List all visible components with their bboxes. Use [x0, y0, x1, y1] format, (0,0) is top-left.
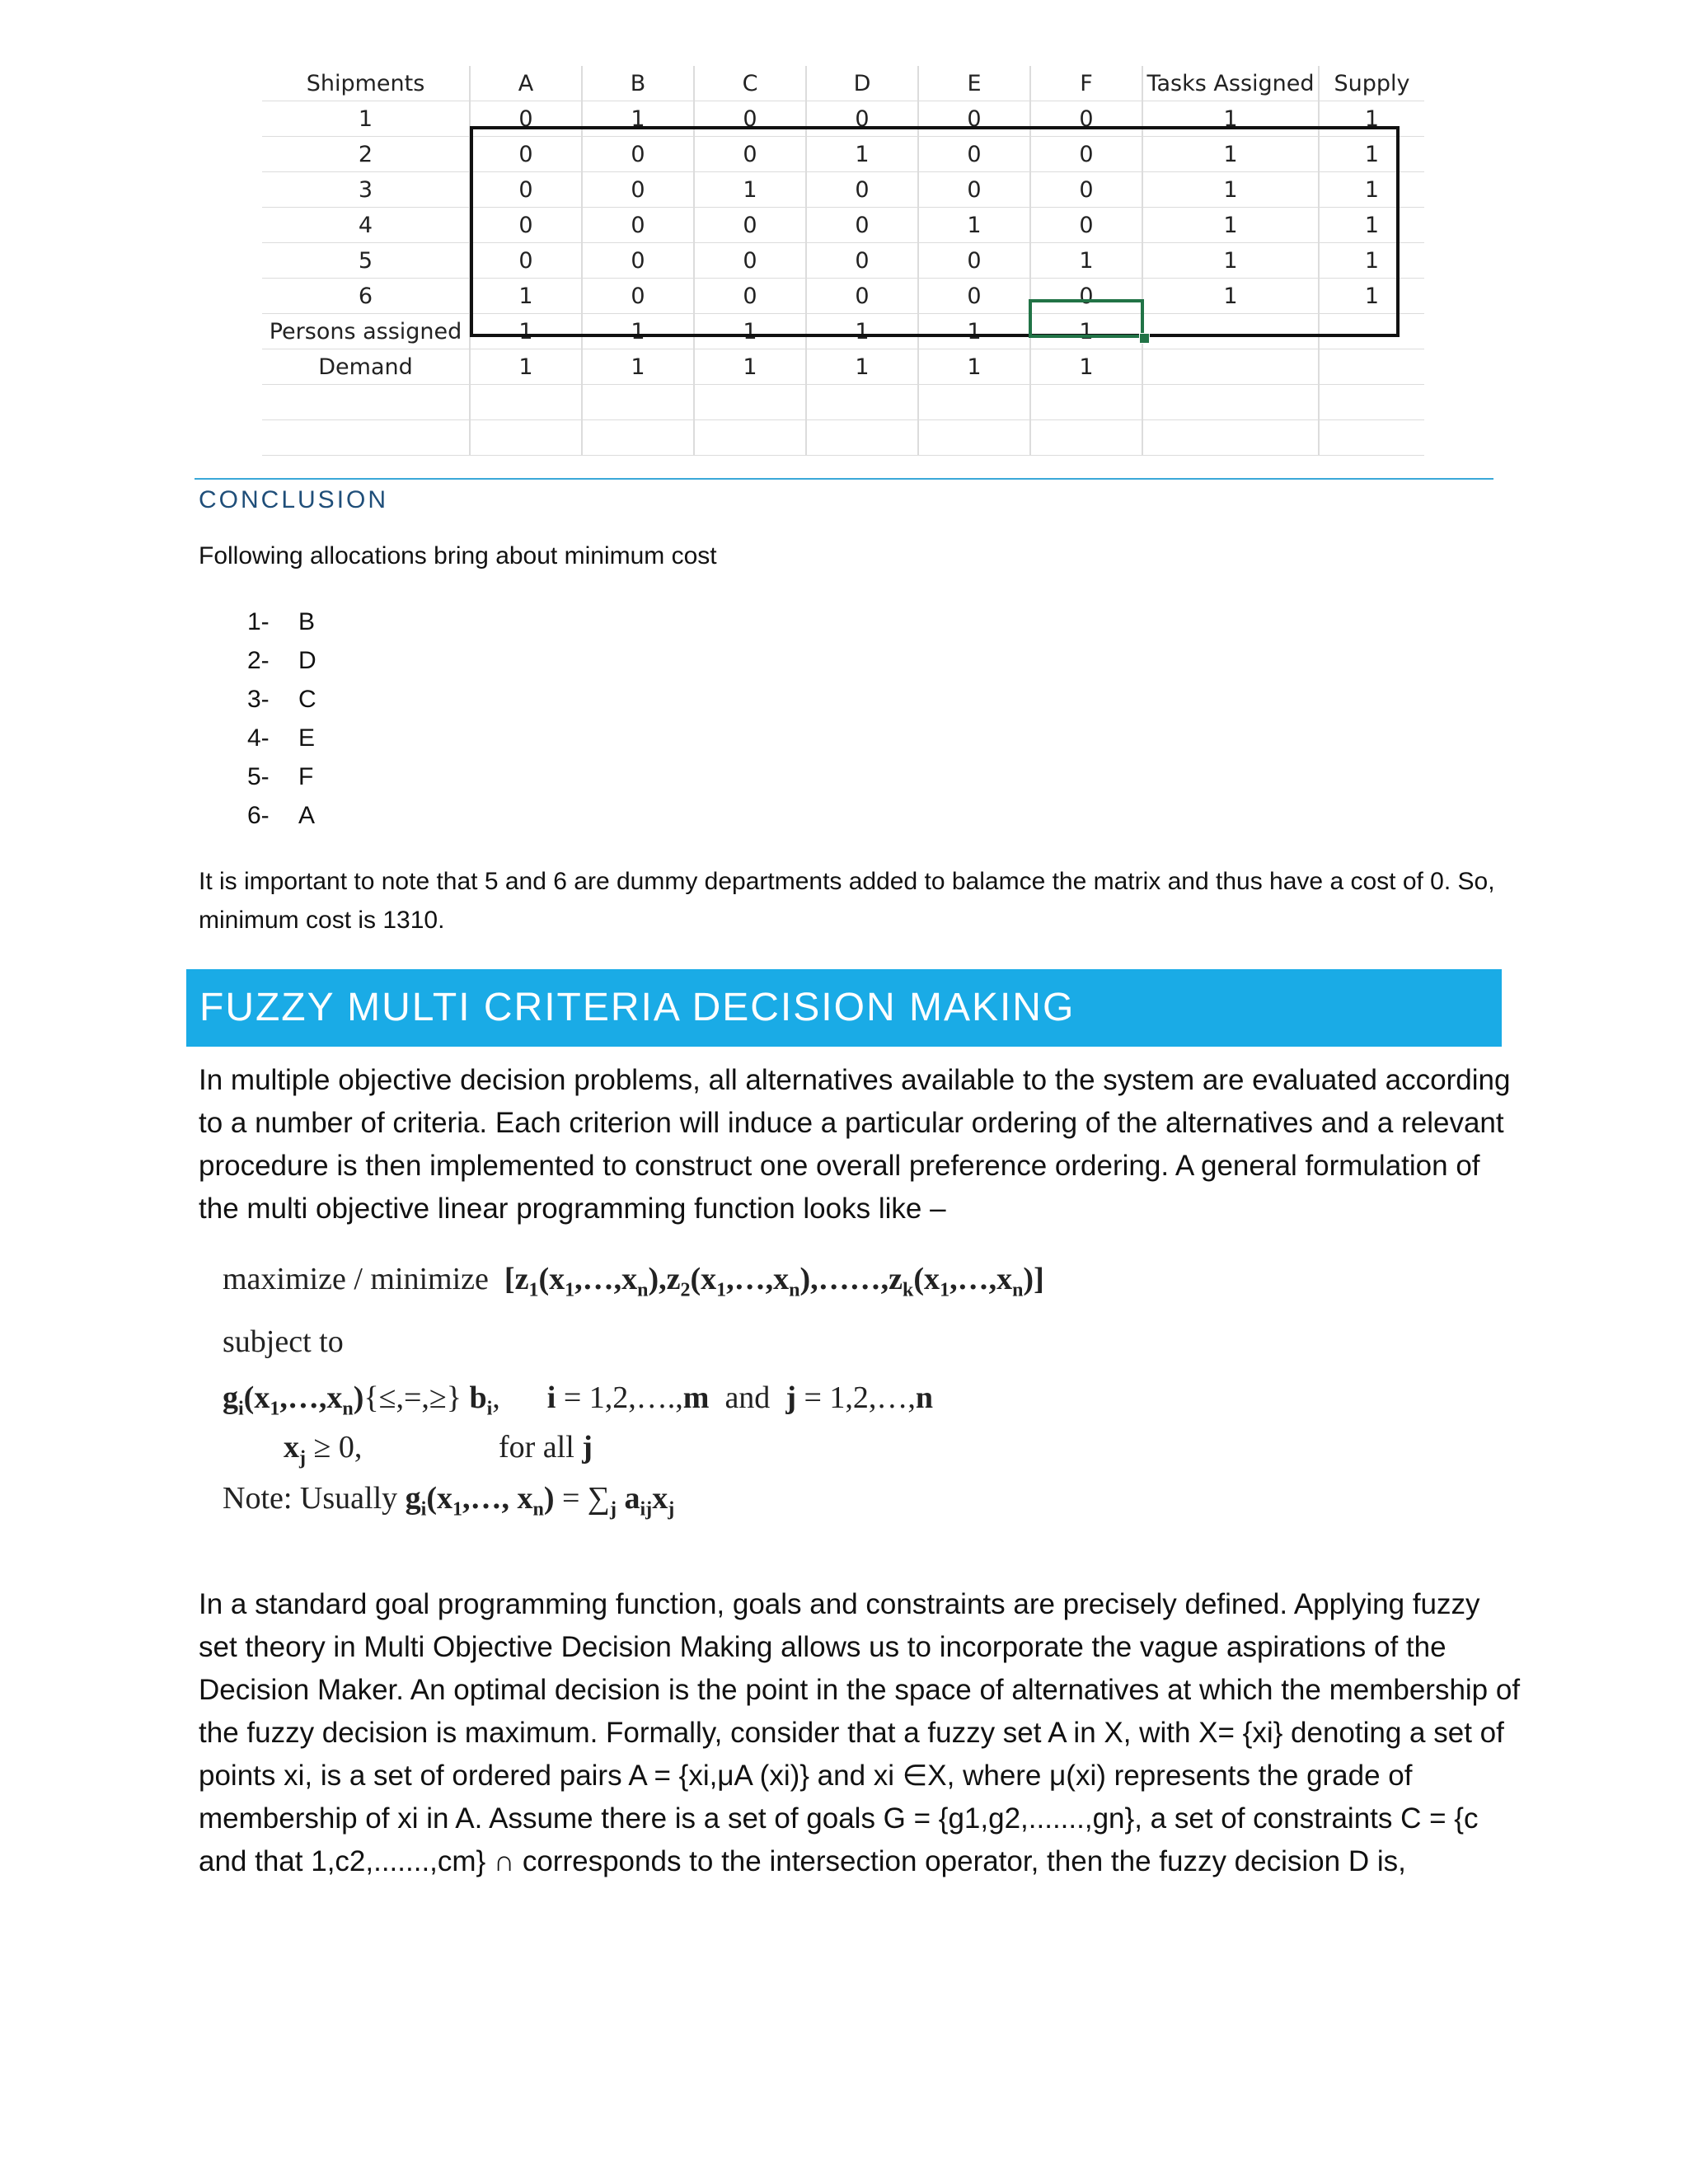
- formula-objective: maximize / minimize $[z_1(x_1,\dots,x_n),z_2(x_1,\dots,x_n),\dots\dots,z_k(x_1,\dots,x_n)]$: [223, 1262, 1044, 1301]
- sheet-cell[interactable]: Demand: [262, 349, 470, 385]
- sheet-cell[interactable]: 0: [806, 101, 918, 137]
- sheet-cell[interactable]: 0: [694, 243, 806, 279]
- sheet-cell[interactable]: 0: [582, 137, 694, 172]
- sheet-cell[interactable]: 1: [582, 314, 694, 349]
- sheet-cell[interactable]: 0: [918, 137, 1030, 172]
- sheet-cell[interactable]: 0: [470, 208, 582, 243]
- sheet-cell[interactable]: 1: [1142, 279, 1319, 314]
- allocation-number: 6-: [247, 802, 270, 829]
- section-divider: [195, 478, 1493, 480]
- sheet-cell[interactable]: 1: [694, 172, 806, 208]
- sheet-row: [262, 208, 1424, 243]
- sheet-cell[interactable]: 1: [582, 101, 694, 137]
- fill-handle[interactable]: [1139, 333, 1150, 344]
- sheet-cell[interactable]: 0: [694, 208, 806, 243]
- fuzzy-intro-paragraph: In multiple objective decision problems, all alternatives available to the system are evaluated according to a number of criteria. Each criterion will induce a particular ordering of the alternatives and a relevant procedure is then implemented to construct one overall preference ordering. A general formulation of the multi objective linear programming function looks like –: [199, 1064, 1511, 1225]
- fuzzy-theory-paragraph: In a standard goal programming function, goals and constraints are precisely defined. Applying fuzzy set theory in Multi Objective Decision Making allows us to incorporate the vague aspirations of the Decision Maker. An optimal decision is the point in the space of alternatives at which the membership of the fuzzy decision is maximum. Formally, consider that a fuzzy set A in X, with X= {xi} denoting a set of points xi, is a set of ordered pairs A = {xi,μA (xi)} and xi ∈X, where μ(xi) represents the grade of membership of xi in A. Assume there is a set of goals G = {g1,g2,.......,gn}, a set of constraints C = {c and that 1,c2,.......,cm} ∩ corresponds to the intersection operator, then the fuzzy decision D is,: [199, 1588, 1521, 1877]
- sheet-cell[interactable]: 0: [1030, 172, 1142, 208]
- formula-constraint: $g_i(x_1,\dots,x_n)\{\le,=,\ge\}$ $b_i$, i = 1,2,….,m and j = 1,2,…,n: [223, 1380, 934, 1420]
- sheet-empty-cell[interactable]: [262, 420, 470, 456]
- sheet-cell[interactable]: 1: [1319, 243, 1424, 279]
- sheet-header-cell[interactable]: B: [582, 66, 694, 101]
- sheet-header-row: [262, 66, 1424, 101]
- allocation-department: A: [298, 802, 316, 829]
- allocation-number: 4-: [247, 724, 270, 752]
- sheet-cell[interactable]: [1142, 314, 1319, 349]
- sheet-cell[interactable]: [1319, 349, 1424, 385]
- sheet-cell[interactable]: 1: [806, 137, 918, 172]
- sheet-cell[interactable]: [1319, 314, 1424, 349]
- sheet-cell[interactable]: 1: [1142, 101, 1319, 137]
- allocation-department: F: [298, 763, 314, 790]
- sheet-empty-cell[interactable]: [806, 420, 918, 456]
- sheet-cell[interactable]: 0: [694, 279, 806, 314]
- conclusion-note: It is important to note that 5 and 6 are dummy departments added to balamce the matrix and thus have a cost of 0. So, minimum cost is 1310.: [199, 868, 1495, 934]
- sheet-cell[interactable]: Persons assigned: [262, 314, 470, 349]
- sheet-cell[interactable]: 0: [470, 101, 582, 137]
- sheet-cell[interactable]: 0: [694, 101, 806, 137]
- formula-for-all: for all j: [499, 1430, 593, 1465]
- allocation-item: [247, 757, 316, 796]
- sheet-cell[interactable]: 0: [470, 172, 582, 208]
- sheet-cell[interactable]: 1: [1319, 172, 1424, 208]
- sheet-cell[interactable]: 1: [1030, 349, 1142, 385]
- sheet-header-cell[interactable]: D: [806, 66, 918, 101]
- sheet-cell[interactable]: 0: [806, 243, 918, 279]
- sheet-empty-cell[interactable]: [694, 385, 806, 420]
- sheet-cell[interactable]: 5: [262, 243, 470, 279]
- sheet-empty-cell[interactable]: [262, 385, 470, 420]
- sheet-cell[interactable]: 0: [918, 243, 1030, 279]
- sheet-header-cell[interactable]: Shipments: [262, 66, 470, 101]
- sheet-cell[interactable]: 1: [1030, 314, 1142, 349]
- sheet-cell[interactable]: 0: [918, 172, 1030, 208]
- allocation-item: [247, 641, 316, 680]
- sheet-row: [262, 349, 1424, 385]
- sheet-cell[interactable]: 0: [806, 279, 918, 314]
- sheet-empty-cell[interactable]: [1319, 420, 1424, 456]
- allocation-department: C: [298, 686, 316, 713]
- molp-formula: [223, 1261, 1212, 1558]
- sheet-row: [262, 279, 1424, 314]
- allocation-number: 5-: [247, 763, 270, 790]
- allocation-department: D: [298, 647, 316, 674]
- sheet-cell[interactable]: 1: [1142, 137, 1319, 172]
- sheet-cell[interactable]: 1: [470, 314, 582, 349]
- sheet-cell[interactable]: 0: [918, 101, 1030, 137]
- allocation-item: [247, 796, 316, 835]
- allocation-number: 3-: [247, 686, 270, 713]
- fuzzy-section-heading: FUZZY MULTI CRITERIA DECISION MAKING: [186, 969, 1502, 1047]
- allocation-item: [247, 719, 316, 757]
- sheet-cell[interactable]: 1: [1142, 243, 1319, 279]
- allocation-item: [247, 680, 316, 719]
- sheet-cell[interactable]: 1: [694, 349, 806, 385]
- sheet-cell[interactable]: 0: [918, 279, 1030, 314]
- allocation-list: [247, 602, 316, 835]
- sheet-cell[interactable]: 1: [918, 314, 1030, 349]
- sheet-cell[interactable]: 1: [1319, 101, 1424, 137]
- sheet-cell[interactable]: 0: [470, 137, 582, 172]
- sheet-cell[interactable]: 1: [918, 208, 1030, 243]
- sheet-empty-cell[interactable]: [694, 420, 806, 456]
- sheet-cell[interactable]: 0: [582, 208, 694, 243]
- sheet-header-cell[interactable]: E: [918, 66, 1030, 101]
- sheet-cell[interactable]: 0: [582, 279, 694, 314]
- sheet-empty-cell[interactable]: [918, 385, 1030, 420]
- allocation-department: B: [298, 608, 316, 635]
- sheet-row: [262, 243, 1424, 279]
- conclusion-intro: Following allocations bring about minimum cost: [199, 542, 717, 569]
- sheet-cell[interactable]: 1: [694, 314, 806, 349]
- conclusion-heading: CONCLUSION: [199, 486, 389, 513]
- sheet-header-cell[interactable]: Tasks Assigned: [1142, 66, 1319, 101]
- sheet-cell[interactable]: 1: [1142, 172, 1319, 208]
- sheet-header-cell[interactable]: A: [470, 66, 582, 101]
- sheet-cell[interactable]: 4: [262, 208, 470, 243]
- sheet-cell[interactable]: 1: [1319, 208, 1424, 243]
- sheet-empty-row: [262, 420, 1424, 456]
- sheet-cell[interactable]: 1: [262, 101, 470, 137]
- sheet-empty-cell[interactable]: [918, 420, 1030, 456]
- sheet-cell[interactable]: 0: [1030, 137, 1142, 172]
- sheet-cell[interactable]: 0: [806, 208, 918, 243]
- assignment-table: [262, 66, 1424, 456]
- sheet-row: [262, 172, 1424, 208]
- sheet-empty-cell[interactable]: [470, 385, 582, 420]
- allocation-department: E: [298, 724, 316, 752]
- allocation-item: [247, 602, 316, 641]
- sheet-cell[interactable]: 0: [582, 172, 694, 208]
- sheet-cell[interactable]: 1: [1319, 137, 1424, 172]
- sheet-header-cell[interactable]: Supply: [1319, 66, 1424, 101]
- sheet-empty-cell[interactable]: [582, 385, 694, 420]
- sheet-cell[interactable]: 0: [694, 137, 806, 172]
- shipment-spreadsheet: [262, 66, 1424, 462]
- sheet-empty-cell[interactable]: [1319, 385, 1424, 420]
- sheet-cell[interactable]: 1: [470, 349, 582, 385]
- sheet-header-cell[interactable]: F: [1030, 66, 1142, 101]
- allocation-number: 1-: [247, 608, 270, 635]
- sheet-row: [262, 101, 1424, 137]
- formula-note: Note: Usually $g_i(x_1,\dots$, $x_n) = \sum_j$ $a_{ij}x_j$: [223, 1481, 675, 1521]
- sheet-empty-cell[interactable]: [470, 420, 582, 456]
- formula-nonnegativity: $x_j \ge 0$,: [284, 1430, 363, 1469]
- sheet-empty-cell[interactable]: [1142, 385, 1319, 420]
- sheet-empty-cell[interactable]: [582, 420, 694, 456]
- sheet-cell[interactable]: [1142, 349, 1319, 385]
- sheet-cell[interactable]: 1: [806, 314, 918, 349]
- sheet-cell[interactable]: 1: [582, 349, 694, 385]
- sheet-cell[interactable]: 0: [1030, 101, 1142, 137]
- sheet-cell[interactable]: 0: [1030, 279, 1142, 314]
- sheet-row: [262, 314, 1424, 349]
- sheet-cell[interactable]: 2: [262, 137, 470, 172]
- sheet-empty-cell[interactable]: [806, 385, 918, 420]
- sheet-cell[interactable]: 6: [262, 279, 470, 314]
- sheet-header-cell[interactable]: C: [694, 66, 806, 101]
- sheet-cell[interactable]: 1: [1142, 208, 1319, 243]
- sheet-cell[interactable]: 0: [806, 172, 918, 208]
- sheet-cell[interactable]: 3: [262, 172, 470, 208]
- sheet-cell[interactable]: 1: [1319, 279, 1424, 314]
- sheet-empty-cell[interactable]: [1030, 385, 1142, 420]
- sheet-cell[interactable]: 0: [1030, 208, 1142, 243]
- allocation-number: 2-: [247, 647, 270, 674]
- sheet-row: [262, 137, 1424, 172]
- sheet-cell[interactable]: 1: [806, 349, 918, 385]
- sheet-empty-row: [262, 385, 1424, 420]
- sheet-cell[interactable]: 0: [582, 243, 694, 279]
- sheet-empty-cell[interactable]: [1142, 420, 1319, 456]
- sheet-cell[interactable]: 1: [470, 279, 582, 314]
- sheet-empty-cell[interactable]: [1030, 420, 1142, 456]
- formula-subject-to: subject to: [223, 1324, 344, 1359]
- sheet-cell[interactable]: 1: [918, 349, 1030, 385]
- sheet-cell[interactable]: 1: [1030, 243, 1142, 279]
- sheet-cell[interactable]: 0: [470, 243, 582, 279]
